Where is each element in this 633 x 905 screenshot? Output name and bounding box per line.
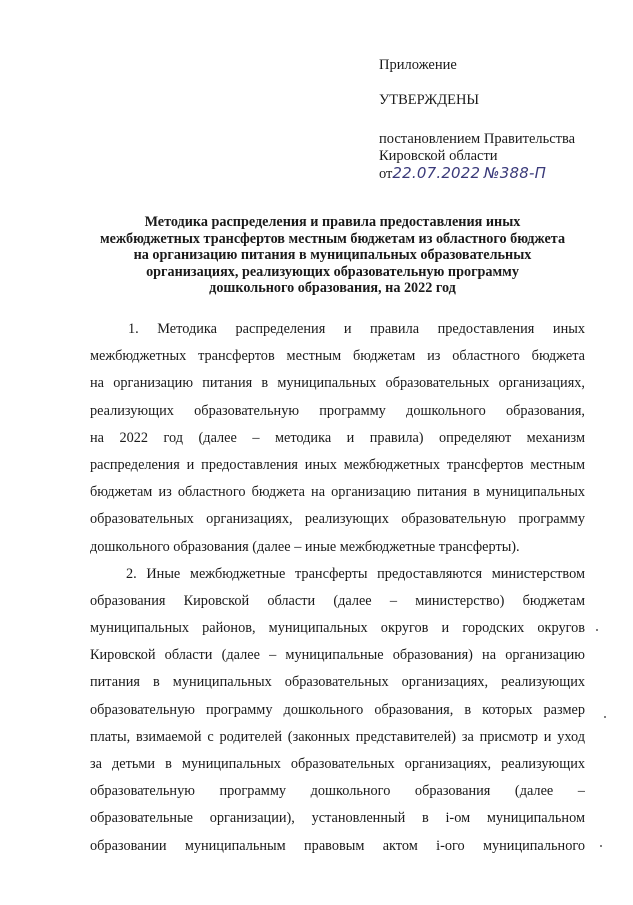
title-line: дошкольного образования, на 2022 год bbox=[209, 280, 456, 296]
scan-speck bbox=[600, 845, 602, 847]
approved-by-line-1: постановлением Правительства bbox=[379, 131, 576, 147]
appendix-label: Приложение bbox=[379, 57, 457, 73]
paragraph-line: платы, взимаемой с родителей (законных представителей) за присмотр и уход bbox=[90, 728, 585, 745]
paragraph-line: образовательную программу дошкольного образования, в которых размер bbox=[90, 701, 585, 718]
paragraph-line: муниципальных районов, муниципальных округов и городских округов bbox=[90, 620, 585, 637]
paragraph-line: образовательных организациях, реализующих образовательную программу bbox=[90, 511, 585, 528]
paragraph-line: бюджетам из областного бюджета на организацию питания в муниципальных bbox=[90, 484, 585, 501]
approved-label: УТВЕРЖДЕНЫ bbox=[379, 92, 480, 108]
paragraph-line: питания в муниципальных образовательных организациях, реализующих bbox=[90, 674, 585, 691]
paragraph-line: межбюджетных трансфертов местным бюджетам из областного бюджета bbox=[90, 348, 585, 365]
paragraph-line: Кировской области (далее – муниципальные образования) на организацию bbox=[90, 647, 585, 664]
paragraph-line: на организацию питания в муниципальных образовательных организациях, bbox=[90, 375, 585, 392]
document-title bbox=[70, 214, 595, 297]
paragraph-line: реализующих образовательную программу дошкольного образования, bbox=[90, 402, 585, 419]
approval-block bbox=[379, 57, 619, 183]
handwritten-number: 388-П bbox=[499, 164, 547, 182]
handwritten-date: 22.07.2022 bbox=[392, 164, 481, 182]
paragraph-line: 1. Методика распределения и правила предоставления иных bbox=[128, 321, 585, 337]
paragraph-1 bbox=[90, 316, 585, 561]
paragraph-line: дошкольного образования (далее – иные межбюджетные трансферты). bbox=[90, 538, 520, 555]
paragraph-line: образования Кировской области (далее – министерство) бюджетам bbox=[90, 592, 585, 609]
document-body bbox=[90, 316, 585, 860]
scan-speck bbox=[604, 716, 606, 718]
paragraph-line: за детьми в муниципальных образовательных организациях, реализующих bbox=[90, 756, 585, 772]
date-prefix: от bbox=[379, 166, 393, 182]
paragraph-line: образовательные организации), установленный в i-ом муниципальном bbox=[90, 810, 585, 827]
paragraph-line: на 2022 год (далее – методика и правила) определяют механизм bbox=[90, 429, 585, 446]
paragraph-line: образовании муниципальным правовым актом i-ого муниципального bbox=[90, 837, 585, 854]
title-line: на организацию питания в муниципальных образовательных bbox=[133, 247, 532, 263]
number-prefix: № bbox=[483, 164, 500, 182]
scan-speck bbox=[596, 629, 598, 631]
title-line: Методика распределения и правила предоставления иных bbox=[144, 214, 521, 230]
paragraph-line: 2. Иные межбюджетные трансферты предоставляются министерством bbox=[126, 565, 585, 582]
title-line: межбюджетных трансфертов местным бюджетам из областного бюджета bbox=[99, 230, 566, 247]
approved-by-line-2: Кировской области bbox=[379, 148, 498, 164]
paragraph-2 bbox=[90, 561, 585, 860]
paragraph-line: образовательную программу дошкольного образования (далее – bbox=[90, 783, 585, 800]
paragraph-line: распределения и предоставления иных межбюджетных трансфертов местным bbox=[90, 456, 585, 473]
title-line: организациях, реализующих образовательную программу bbox=[146, 263, 519, 280]
approval-date-line bbox=[379, 165, 619, 183]
